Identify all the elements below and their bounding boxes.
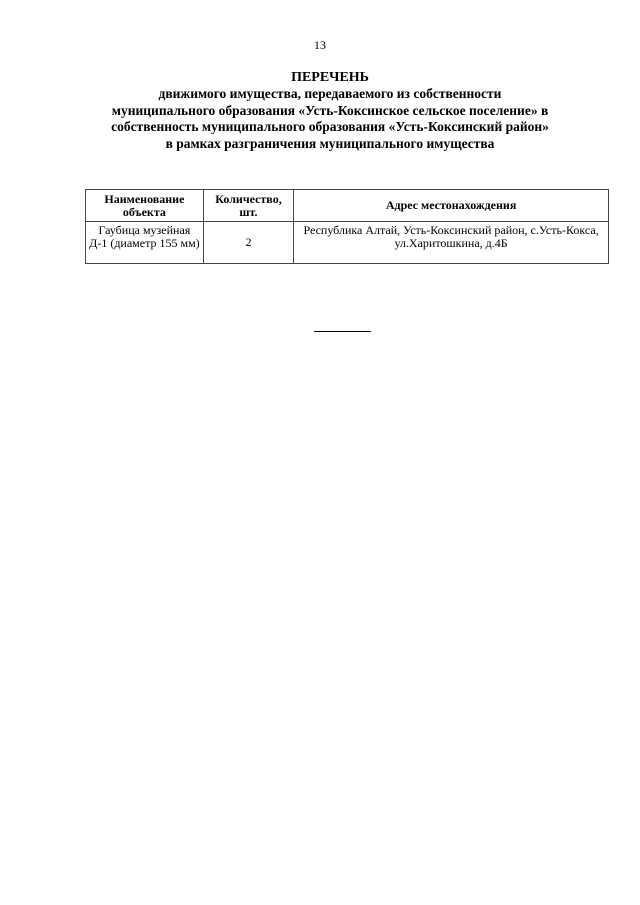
table-header-row <box>86 190 609 222</box>
document-subtitle-line-2: муниципального образования «Усть-Коксинское сельское поселение» в <box>111 102 549 118</box>
cell-quantity: 2 <box>203 222 293 264</box>
cell-name: Гаубица музейная Д-1 (диаметр 155 мм) <box>86 222 204 264</box>
document-subtitle-line-1: движимого имущества, передаваемого из собственности <box>158 86 502 101</box>
end-of-document-rule <box>314 331 371 332</box>
column-header-name: Наименование объекта <box>86 190 204 222</box>
document-heading <box>60 69 600 152</box>
column-header-address: Адрес местонахождения <box>294 190 609 222</box>
assets-table <box>85 189 609 264</box>
document-subtitle-line-3: собственность муниципального образования «Усть-Коксинский район» <box>111 119 549 134</box>
page-number: 13 <box>314 38 326 52</box>
table-row <box>86 222 609 264</box>
column-header-quantity: Количество, шт. <box>203 190 293 222</box>
document-subtitle-line-4: в рамках разграничения муниципального имущества <box>165 135 495 151</box>
document-title: ПЕРЕЧЕНЬ <box>291 70 369 85</box>
cell-address: Республика Алтай, Усть-Коксинский район, с.Усть-Кокса, ул.Харитошкина, д.4Б <box>294 222 609 264</box>
